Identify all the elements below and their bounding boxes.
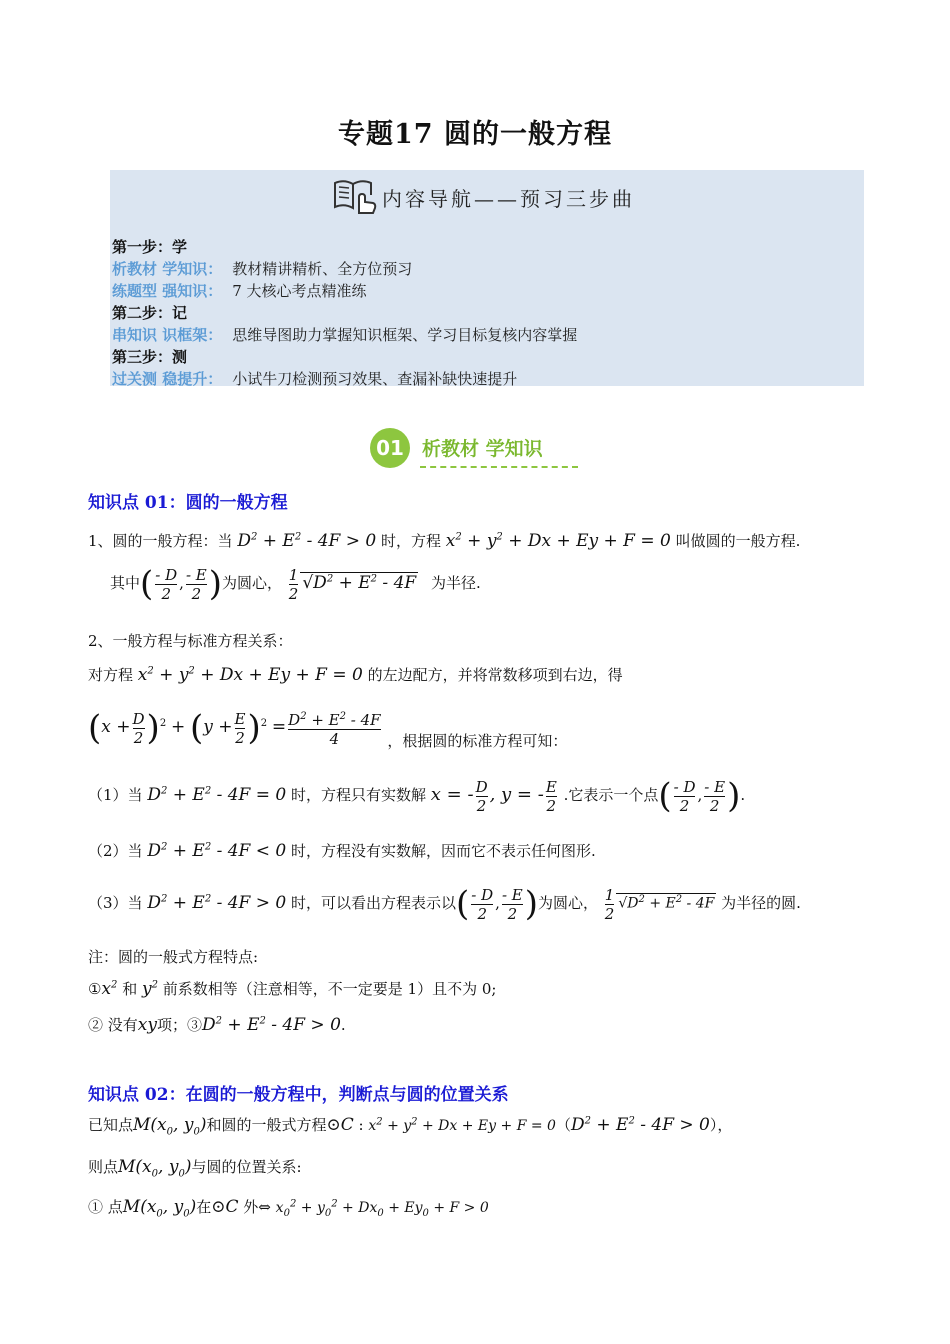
kp1-note: 注：圆的一般式方程特点: [88, 948, 259, 966]
kp1-note-1: $①x^2$ 和 $y^2$ 前系数相等（注意相等，不一定要是 1）且不为 0; [88, 979, 497, 999]
kp2-title: 知识点 02：在圆的一般方程中，判断点与圆的位置关系 [88, 1085, 509, 1105]
kp2-line-3: ① 点$M(x_0$, $y_0$)在⊙C 外⇔ $x_0^2 + y_0^2 + Dx_0 + Ey_0 + F > 0$ [88, 1197, 489, 1220]
section-badge [370, 428, 580, 472]
kp1-p1: 1、圆的一般方程：当 $D^2 + E^2 - 4F > 0$ 时，方程 $x^2 + y^2 + Dx + Ey + F = 0$ 叫做圆的一般方程. [88, 531, 801, 551]
content-navigation-box [110, 170, 864, 386]
nav-row-3: 串知识 识框架： 思维导图助力掌握知识框架、学习目标复核内容掌握 [112, 326, 578, 344]
section-number: 01 [370, 428, 410, 468]
formula-general-equation: $x^2 + y^2 + Dx + Ey + F = 0$ [445, 531, 671, 551]
section-divider [420, 466, 578, 468]
step-1: 第一步：学 [112, 238, 188, 256]
kp2-line-2: 则点$M(x_0$, $y_0$)与圆的位置关系: [88, 1157, 302, 1180]
kp1-case-2: （2）当 $D^2 + E^2 - 4F < 0$ 时，方程没有实数解，因而它不表示任何图形. [88, 841, 596, 861]
nav-heading-text: 内容导航——预习三步曲 [382, 186, 635, 211]
nav-row-4: 过关测 稳提升： 小试牛刀检测预习效果、查漏补缺快速提升 [112, 370, 518, 388]
kp1-note-2: ② 没有xy项；$③D^2 + E^2 - 4F > 0$. [88, 1015, 346, 1035]
page-title: 专题17 圆的一般方程 [338, 119, 612, 150]
step-2: 第二步：记 [112, 304, 188, 322]
kp1-title: 知识点 01：圆的一般方程 [88, 493, 288, 513]
step-3: 第三步：测 [112, 348, 188, 366]
formula-condition: $D^2 + E^2 - 4F > 0$ [237, 531, 377, 551]
kp1-p3: 2、一般方程与标准方程关系： [88, 632, 293, 650]
kp1-p2: 其中( $\frac{- D}{2}$ , $\frac{- E}{2}$ )为圆心， $\frac{1}{2}$ $√D^2 + E^2 - 4F$ 为半径. [110, 564, 481, 604]
nav-heading [332, 176, 635, 218]
kp1-p5: (x + $\frac{D}{2}$ )$^2$ + (y + $\frac{E}{2}$ )$^2$ = $\frac{D^2 + E^2 - 4F}{4}$ ，根据圆的标准方程可知： [88, 708, 568, 750]
nav-row-1: 析教材 学知识： 教材精讲精析、全方位预习 [112, 260, 413, 278]
kp2-line-1: 已知点$M(x_0$, $y_0$)和圆的一般式方程⊙C : $x^2 + y^2 + Dx + Ey + F = 0(D^2 + E^2 - 4F > 0)$， [88, 1115, 733, 1138]
book-hand-icon [332, 175, 378, 219]
kp1-p4: 对方程 $x^2 + y^2 + Dx + Ey + F = 0$ 的左边配方，并将常数移项到右边，得 [88, 665, 623, 685]
kp1-case-1: （1）当 $D^2 + E^2 - 4F = 0$ 时，方程只有实数解 x = - $\frac{D}{2}$ , y = - $\frac{E}{2}$ .它表示一个点( $\frac{- D}{2}$ , $\frac{- E}{2}$ ). [88, 776, 746, 816]
nav-row-2: 练题型 强知识： 7 大核心考点精准练 [112, 282, 367, 300]
formula-radius: $√D^2 + E^2 - 4F$ [302, 573, 417, 593]
kp1-case-3: （3）当 $D^2 + E^2 - 4F > 0$ 时，可以看出方程表示以( $\frac{- D}{2}$ , $\frac{- E}{2}$ )为圆心， $\frac{1}{2}$ $√D^2 + E^2 - 4F$ 为半径的圆. [88, 884, 801, 924]
section-label: 析教材 学知识 [422, 438, 543, 460]
